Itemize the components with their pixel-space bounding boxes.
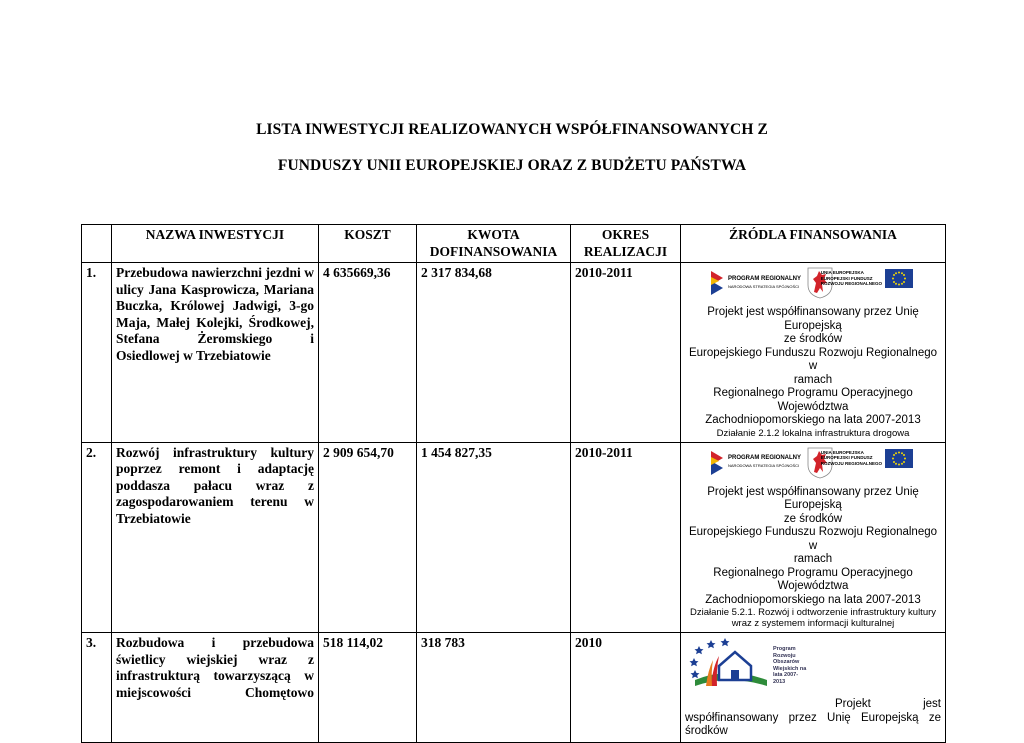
- row-cost: 4 635669,36: [319, 263, 417, 443]
- funding-line4: ramach: [793, 373, 833, 386]
- program-regionalny-label: PROGRAM REGIONALNY: [728, 455, 802, 461]
- eu-flag-icon: [885, 269, 913, 288]
- row-cost: 518 114,02: [319, 633, 417, 743]
- table-row: [82, 263, 946, 443]
- funding-line1: Projekt jest współfinansowany przez Unię Europejską: [707, 485, 919, 511]
- table-header-row: [82, 225, 946, 263]
- row-period: 2010-2011: [571, 442, 681, 633]
- row-grant: 1 454 827,35: [417, 442, 571, 633]
- program-regionalny-logo: [709, 269, 801, 297]
- row-nr: 3.: [82, 633, 112, 743]
- program-regionalny-label: PROGRAM REGIONALNY: [728, 275, 802, 282]
- row-name-main: Rozwój infrastruktury kultury poprzez remont i adaptację poddasza pałacu wraz z zagospodarowaniem terenu w: [116, 444, 314, 509]
- table-row: [82, 633, 946, 743]
- eu-sub1: EUROPEJSKI FUNDUSZ: [820, 455, 873, 461]
- prow-label: Program Rozwoju Obszarów Wiejskich na lata 2007-2013: [773, 646, 807, 685]
- prow-logo: [685, 636, 941, 696]
- document-title-line1: LISTA INWESTYCJI REALIZOWANYCH WSPÓŁFINANSOWANYCH Z: [256, 121, 768, 138]
- row-name-main: Rozbudowa i przebudowa świetlicy wiejskiej wraz z infrastrukturą towarzyszącą w miejscowości Chomętowo: [116, 635, 314, 700]
- funding-line3: Europejskiego Funduszu Rozwoju Regionalnego w: [688, 526, 938, 552]
- funding-note: Działanie 5.2.1. Rozwój i odtworzenie infrastruktury kultury wraz z systemem informacji kulturalnej: [689, 607, 937, 629]
- header-period: OKRES REALIZACJI: [571, 225, 681, 263]
- document-title-line2: FUNDUSZY UNII EUROPEJSKIEJ ORAZ Z BUDŻETU PAŃSTWA: [277, 157, 747, 174]
- row-funding: [681, 633, 946, 743]
- row-nr: 2.: [82, 442, 112, 633]
- row-name: [112, 442, 319, 633]
- table-row: [82, 442, 946, 633]
- row-name: [112, 633, 319, 743]
- header-source: ŹRÓDLA FINANSOWANIA: [681, 225, 946, 263]
- row-name: [112, 263, 319, 443]
- row-grant: 318 783: [417, 633, 571, 743]
- row-nr: 1.: [82, 263, 112, 443]
- header-nr: [82, 225, 112, 263]
- funding-line5: Regionalnego Programu Operacyjnego Województwa: [713, 387, 913, 413]
- funding-line2: ze środków: [783, 333, 843, 345]
- funding-note: Działanie 2.1.2 lokalna infrastruktura drogowa: [716, 427, 910, 439]
- program-regionalny-mark-icon: [709, 269, 725, 297]
- row-period: 2010: [571, 633, 681, 743]
- eu-title: UNIA EUROPEJSKA: [820, 449, 864, 455]
- header-grant: KWOTA DOFINANSOWANIA: [417, 225, 571, 263]
- prow-logo-icon: [689, 636, 771, 694]
- row-period: 2010-2011: [571, 263, 681, 443]
- funding-line1: Projekt jest: [835, 698, 941, 710]
- funding-line6: Zachodniopomorskiego na lata 2007-2013: [705, 593, 921, 606]
- row-name-last: Osiedlowej w Trzebiatowie: [116, 347, 271, 363]
- program-regionalny-logo: [709, 449, 801, 477]
- row-name-main: Przebudowa nawierzchni jezdni w ulicy Jana Kasprowicza, Mariana Buczka, Królowej Jadwigi, 3-go Maja, Małej Kolejki, Środkowej, Stefana Żeromskiego i: [116, 265, 314, 346]
- row-cost: 2 909 654,70: [319, 442, 417, 633]
- header-cost: KOSZT: [319, 225, 417, 263]
- eu-sub1: EUROPEJSKI FUNDUSZ: [820, 275, 873, 281]
- eu-title: UNIA EUROPEJSKA: [820, 270, 864, 276]
- eu-flag-icon: [885, 449, 913, 468]
- funding-line2: ze środków: [783, 512, 843, 525]
- funding-logos: [685, 446, 941, 484]
- eu-sub2: ROZWOJU REGIONALNEGO: [820, 281, 882, 287]
- funding-logos: [685, 266, 941, 304]
- funding-line1: Projekt jest współfinansowany przez Unię Europejską: [707, 306, 919, 332]
- eu-fund-logo: [821, 269, 913, 288]
- row-name-last: Trzebiatowie: [116, 510, 191, 526]
- funding-line2: współfinansowany przez Unię Europejską ze środków: [685, 711, 941, 737]
- funding-line4: ramach: [793, 553, 833, 565]
- investments-table: [81, 224, 946, 743]
- program-regionalny-mark-icon: [709, 449, 725, 477]
- funding-line6: Zachodniopomorskiego na lata 2007-2013: [705, 414, 921, 426]
- row-funding: [681, 263, 946, 443]
- header-name: NAZWA INWESTYCJI: [112, 225, 319, 263]
- funding-line3: Europejskiego Funduszu Rozwoju Regionalnego w: [688, 346, 938, 372]
- program-regionalny-sub: NARODOWA STRATEGIA SPÓJNOŚCI: [728, 463, 800, 468]
- row-grant: 2 317 834,68: [417, 263, 571, 443]
- funding-line5: Regionalnego Programu Operacyjnego Województwa: [713, 566, 913, 592]
- program-regionalny-sub: NARODOWA STRATEGIA SPÓJNOŚCI: [728, 283, 800, 289]
- row-funding: [681, 442, 946, 633]
- eu-sub2: ROZWOJU REGIONALNEGO: [820, 460, 882, 466]
- eu-fund-logo: [821, 449, 913, 468]
